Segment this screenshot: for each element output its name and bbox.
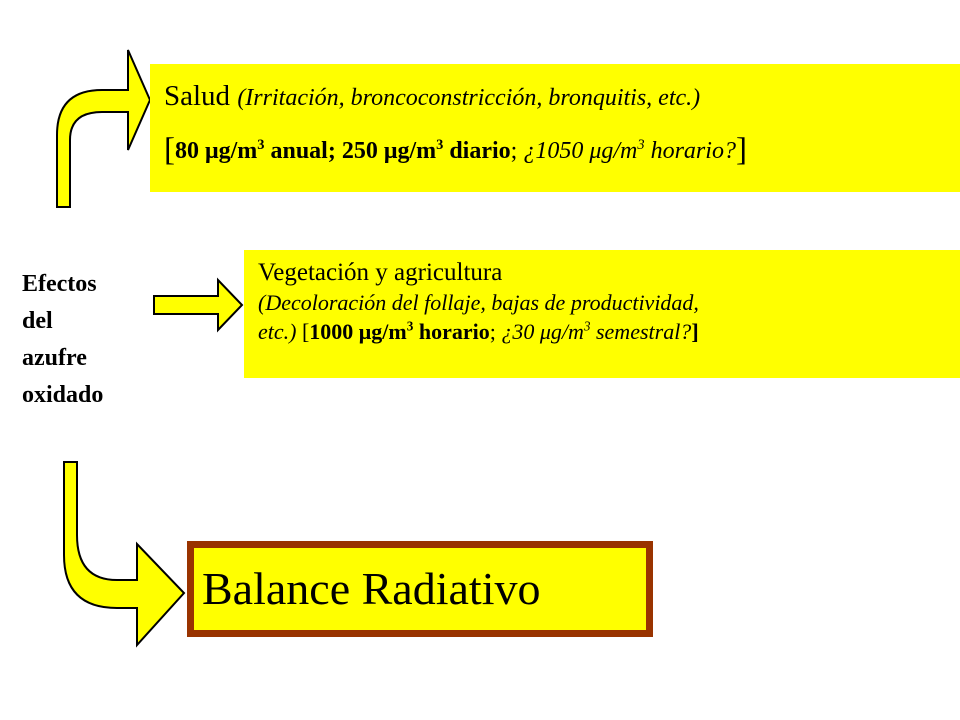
salud-separator: ; xyxy=(510,138,524,164)
vegetacion-sup-2: 3 xyxy=(583,318,591,334)
salud-subtitle: (Irritación, broncoconstricción, bronquitis, etc.) xyxy=(237,85,701,111)
salud-limit-text-4: ¿1050 xyxy=(523,138,590,164)
vegetacion-text-h: semestral? xyxy=(590,319,692,344)
salud-sup-2: 3 xyxy=(436,137,444,153)
vegetacion-unit-2: g/m xyxy=(550,319,584,344)
salud-mu-1: μ xyxy=(205,138,219,164)
vegetacion-desc-line-2 xyxy=(258,317,960,346)
efectos-label: Efectos del azufre oxidado xyxy=(22,271,104,408)
vegetacion-mu-2: μ xyxy=(539,319,551,344)
vegetacion-mu-1: μ xyxy=(358,319,372,344)
vegetacion-title: Vegetación y agricultura xyxy=(258,259,503,286)
salud-limits xyxy=(164,134,960,167)
salud-mu-2: μ xyxy=(383,138,398,164)
salud-title: Salud xyxy=(164,80,231,112)
vegetacion-text-b: 1000 xyxy=(309,319,359,344)
salud-unit-2: g/m xyxy=(397,138,437,164)
salud-limit-text-1: 80 xyxy=(175,138,205,164)
vegetacion-text-f: ¿30 xyxy=(501,319,540,344)
salud-bracket-open: [ xyxy=(164,132,175,168)
salud-heading xyxy=(164,78,960,116)
salud-limit-text-3: diario xyxy=(443,138,511,164)
salud-sup-1: 3 xyxy=(257,137,265,153)
arrow-to-balance xyxy=(64,462,184,645)
salud-sup-3: 3 xyxy=(637,137,645,153)
vegetacion-unit-1: g/m xyxy=(371,319,407,344)
arrow-to-salud xyxy=(57,50,150,207)
vegetacion-desc-line-1: (Decoloración del follaje, bajas de productividad, xyxy=(258,290,699,315)
salud-unit-3: g/m xyxy=(601,138,638,164)
arrow-to-vegetacion xyxy=(154,280,242,330)
vegetacion-box xyxy=(244,250,960,378)
balance-box xyxy=(187,541,653,637)
salud-limit-text-2: anual; 250 xyxy=(264,138,384,164)
salud-box xyxy=(150,64,960,192)
vegetacion-bracket-close: ] xyxy=(691,319,699,344)
vegetacion-separator: ; xyxy=(489,319,502,344)
vegetacion-text-d: horario xyxy=(413,319,490,344)
vegetacion-sup-1: 3 xyxy=(406,318,414,334)
vegetacion-text-a: etc.) xyxy=(258,319,302,344)
salud-bracket-close: ] xyxy=(735,132,747,168)
vegetacion-bracket-open: [ xyxy=(301,319,310,344)
salud-mu-3: μ xyxy=(589,138,602,164)
balance-title: Balance Radiativo xyxy=(202,563,541,614)
salud-unit-1: g/m xyxy=(218,138,258,164)
salud-limit-text-5: horario? xyxy=(644,138,736,164)
